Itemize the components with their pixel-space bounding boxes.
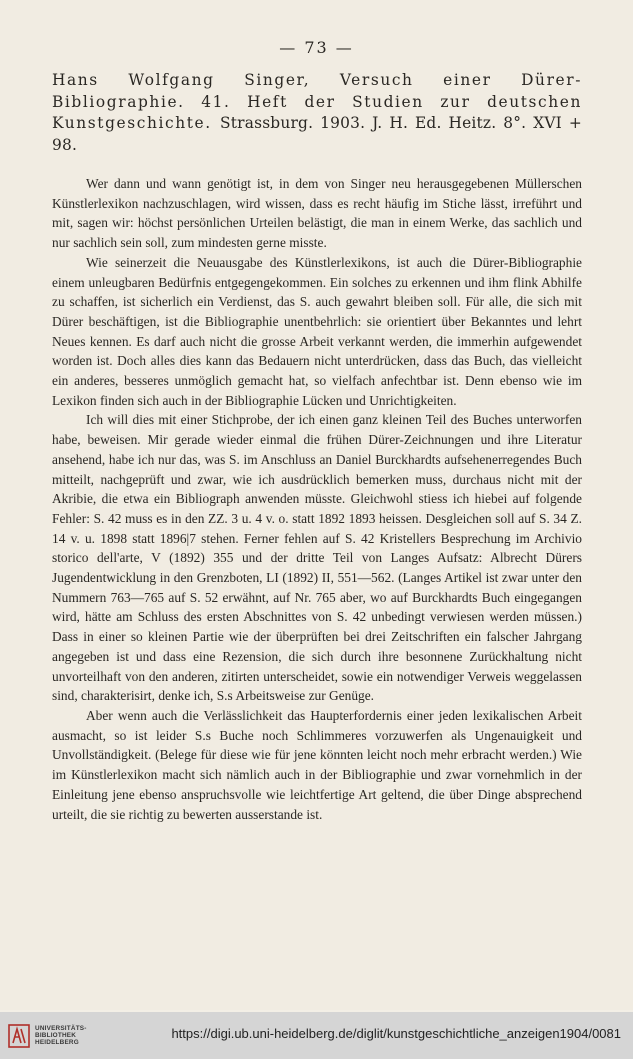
paragraph-1: Wer dann und wann genötigt ist, in dem von Singer neu herausgegebenen Müllerschen Künstlerlexikon nachzuschlagen, wird wissen, dass es recht häufig im Stiche lässt, irreführt und mit, sagen wir: höchst persönlichen Urteilen belästigt, die man in einem Werke, das sachlich und nur sachlich sein soll, zum mindesten gerne misste. xyxy=(52,176,582,251)
review-heading xyxy=(52,70,582,156)
library-logo[interactable] xyxy=(8,1023,87,1049)
paragraph-2: Wie seinerzeit die Neuausgabe des Künstlerlexikons, ist auch die Dürer-Bibliographie einem unleugbaren Bedürfnis entgegengekommen. Ein solches zu erkennen und ihm flink Abhilfe zu schaffen, ist sicherlich ein Verdienst, das S. auch gewahrt bleiben soll. Für alle, die sich mit Dürer beschäftigen, ist die Bibliographie unentbehrlich: sie orientiert über Bekanntes und lehrt Neues kennen. Es darf auch nicht die grosse Arbeit verkannt werden, die immerhin aufgewendet worden ist. Doch alles dies kann das Bedauern nicht unterdrücken, dass das Buch, das vielleicht ein anderes, besseres unmöglich gemacht hat, so vielfach anfechtbar ist. Denn ebenso wie im Lexikon finden sich auch in der Bibliographie Lücken und Unrichtigkeiten. xyxy=(52,254,582,408)
paragraph-4: Aber wenn auch die Verlässlichkeit das Haupterfordernis einer jeden lexikalischen Arbeit ausmacht, so ist leider S.s Buche noch Schlimmeres vorzuwerfen als Ungenauigkeit und Unvollständigkeit. (Belege für diese wie für jene könnten leicht noch mehr erbracht werden.) Wie im Künstlerlexikon macht sich nämlich auch in der Bibliographie und zwar vornehmlich in der Einleitung jene ebenso anspruchsvolle wie leichtfertige Art geltend, die über Dinge absprechend urteilt, die sie richtig zu bewerten ausserstande ist. xyxy=(52,707,582,822)
paragraph-3: Ich will dies mit einer Stichprobe, der ich einen ganz kleinen Teil des Buches unterworfen habe, beweisen. Mir gerade wieder einmal die frühen Dürer-Zeichnungen und ihre Literatur ansehend, habe ich nur das, was S. im Anschluss an Daniel Burckhardts aufsehenerregendes Buch mitteilt, nachgeprüft und zwar, wie ich ausdrücklich bemerken muss, durchaus nicht mit der Akribie, die etwa ein Bibliograph anwenden müsste. Gleichwohl stiess ich hiebei auf folgende Fehler: S. 42 muss es in den ZZ. 3 u. 4 v. o. statt 1892 1893 heissen. Desgleichen soll auf S. 34 Z. 14 v. u. 1898 statt 1896|7 stehen. Ferner fehlen auf S. 42 Kristellers Besprechung im Archivio storico dell'arte, V (1892) 355 und der dritte Teil von Langes Aufsatz: Albrecht Dürers Jugendentwicklung in den Grenzboten, LI (1892) II, 551—562. (Langes Artikel ist zwar unter den Nummern 763—765 auf S. 52 erwähnt, auf Nr. 765 aber, wo auf Burckhardts Buch eingegangen wird, hätte am Schluss des ersten Abschnittes von S. 42 unbedingt verwiesen werden müssen.) Dass in einer so kleinen Partie wie der überprüften bei drei Zeitschriften ein falscher Jahrgang angegeben ist und dass eine Rezension, die sich durch ihre besonnene Zurückhaltung nicht unvorteilhaft von den anderen, zitirten unterscheidet, sowie ein notwendiger Verweis weggelassen sind, charakterisirt, denke ich, S.s Arbeitsweise zur Genüge. xyxy=(52,412,582,704)
heidelberg-logo-icon xyxy=(8,1023,30,1049)
library-logo-text: UNIVERSITÄTS- BIBLIOTHEK HEIDELBERG xyxy=(35,1025,87,1046)
heading-imprint: Strassburg. 1903. J. H. Ed. Heitz. 8°. XVI + 98. xyxy=(52,114,582,154)
library-footer xyxy=(0,1012,633,1059)
page-number: — 73 — xyxy=(279,38,354,57)
source-url-link[interactable]: https://digi.ub.uni-heidelberg.de/diglit/kunstgeschichtliche_anzeigen1904/0081 xyxy=(171,1026,621,1041)
heading-title: Hans Wolfgang Singer, Versuch einer Dürer-Bibliographie. 41. Heft der Studien zur deutschen Kunstgeschichte. xyxy=(52,71,582,132)
article-body xyxy=(52,70,582,824)
